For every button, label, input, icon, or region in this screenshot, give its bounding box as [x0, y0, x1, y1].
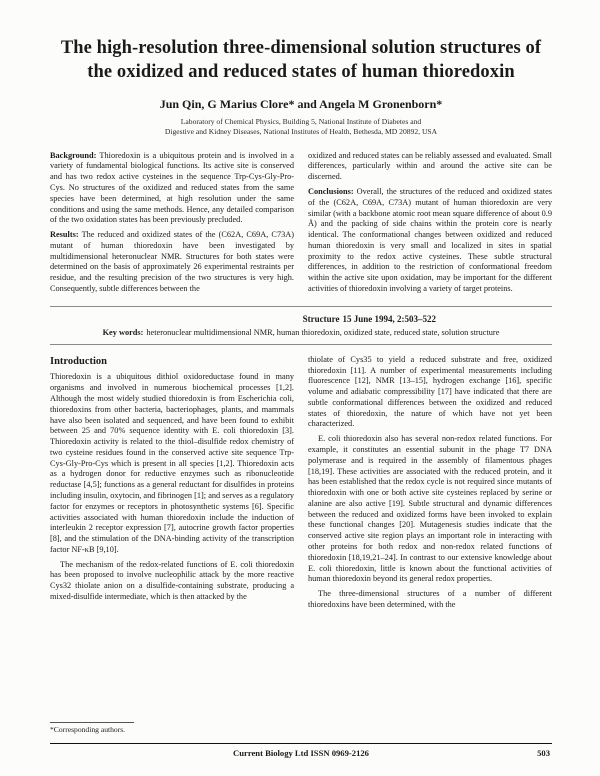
abstract	[50, 151, 552, 299]
footnote-divider	[50, 722, 134, 723]
results-label: Results:	[50, 230, 79, 240]
results-text: The reduced and oxidized states of the (C62A, C69A, C73A) mutant of human thioredoxin have been investigated by multidimensional heteronuclear NMR. Structures for both states were determined on the basis of approximately 26 experimental restraints per residue, and the resulting precision of the two structures is very high. Consequently, subtle differences between the	[50, 230, 294, 293]
keywords-label: Key words:	[102, 327, 144, 337]
keywords-line	[50, 328, 552, 337]
affiliation-line-1: Laboratory of Chemical Physics, Building 5, National Institute of Diabetes and	[180, 117, 422, 127]
background-label: Background:	[50, 150, 97, 160]
paper-title: The high-resolution three-dimensional solution structures of the oxidized and reduced states of human thioredoxin	[60, 38, 542, 83]
abstract-results-continued	[308, 151, 552, 183]
abstract-conclusions-paragraph	[308, 187, 552, 295]
footnote-text: *Corresponding authors.	[50, 725, 126, 734]
affiliation-block	[50, 117, 552, 138]
background-text: Thioredoxin is a ubiquitous protein and is involved in a variety of fundamental biological functions. Its active site is conserved and has two redox active cysteines in the sequence Trp-Cys-Gly-Pro-Cys. No structures of the oxidized and reduced states from the same species have been determined, at high resolution under the same conditions and using the same methods. Hence, any detailed comparison of the two oxidation states has been previously precluded.	[50, 150, 294, 225]
intro-paragraph: E. coli thioredoxin also has several non-redox related functions. For example, it constitutes an essential subunit in the phage T7 DNA polymerase and is required in the assembly of filamentous phages [18,19]. These activities are associated with the reduced protein, and it has been established that the redox cycle is not required since mutants of thioredoxin with one or both active site cysteines replaced by serine or alanine are also active [19]. Subtle structural and dynamic differences between the reduced and oxidized forms have been invoked to explain these functional changes [20]. Mutagenesis studies indicate that the conserved active site region plays an important role in interacting with other proteins for both redox and non-redox related functions of thioredoxin [18,19,21–24]. In contrast to our extensive knowledge about E. coli thioredoxin, little is known about the functional activities of human thioredoxin beyond its general redox properties.	[308, 434, 552, 584]
introduction-section	[50, 355, 552, 615]
citation-details: 15 June 1994, 2:503–522	[342, 313, 436, 324]
intro-right-column	[308, 355, 552, 615]
intro-paragraph: Thioredoxin is a ubiquitous dithiol oxidoreductase found in many organisms and involved in numerous biochemical processes [1,2]. Although the most widely studied thioredoxin is from Escherichia coli, thioredoxins from other bacteria, bacteriophages, plants, and mammals have also been isolated and sequenced, and have been found to exhibit between 25 and 70% sequence identity with E. coli thioredoxin [3]. Thioredoxin activity is related to the thiol–disulfide redox chemistry of two cysteine residues found in the conserved active site sequence Trp-Cys-Gly-Pro-Cys which is present in all species [1,2]. Thioredoxin acts as a hydrogen donor for reductive enzymes such as ribonucleotide reductase [4,5]; functions as a general reductant for disulfides in proteins including insulin, oxytocin, and fibrinogen [1]; and serves as a regulatory factor for enzymes or receptors in photosynthetic systems [6]. Specific activities associated with human thioredoxin include the induction of interleukin 2 receptor expression [7], autocrine growth factor properties [8], and the stimulation of the DNA-binding activity of the transcription factor NF-κB [9,10].	[50, 372, 294, 554]
results-continued-text: oxidized and reduced states can be reliably assessed and evaluated. Small differences, particularly within and around the active site can be discerned.	[308, 150, 552, 182]
intro-left-column	[50, 355, 294, 615]
abstract-background-paragraph	[50, 151, 294, 226]
conclusions-label: Conclusions:	[308, 186, 354, 196]
intro-paragraph: The mechanism of the redox-related functions of E. coli thioredoxin has been proposed to involve nucleophilic attack by the more reactive Cys32 thiolate anion on a disulfide-containing substrate, producing a mixed-disulfide intermediate, which is then attacked by the	[50, 559, 294, 602]
abstract-results-paragraph	[50, 230, 294, 295]
corresponding-authors-footnote	[50, 722, 134, 734]
citation-line	[50, 314, 552, 324]
divider-above-citation	[50, 306, 552, 307]
page-number: 503	[537, 748, 550, 758]
intro-paragraph: The three-dimensional structures of a number of different thioredoxins have been determined, with the	[308, 589, 552, 609]
abstract-right-column	[308, 151, 552, 299]
affiliation-line-2: Digestive and Kidney Diseases, National Institutes of Health, Bethesda, MD 20892, USA	[164, 127, 438, 137]
divider-below-keywords	[50, 344, 552, 345]
page-footer	[50, 743, 552, 758]
intro-paragraph: thiolate of Cys35 to yield a reduced substrate and free, oxidized thioredoxin [11]. A number of experimental measurements including fluorescence [12], NMR [13–15], hydrogen exchange [16], specific volume and adiabatic compressibility [17] have indicated that there are subtle conformational differences between the oxidized and reduced states of thioredoxin, the nature of which have not yet been characterized.	[308, 354, 552, 429]
journal-name: Structure	[302, 313, 340, 324]
introduction-heading: Introduction	[50, 355, 107, 367]
publisher-imprint: Current Biology Ltd ISSN 0969-2126	[233, 748, 369, 758]
keywords-text: heteronuclear multidimensional NMR, human thioredoxin, oxidized state, reduced state, solution structure	[146, 327, 500, 337]
author-line: Jun Qin, G Marius Clore* and Angela M Gronenborn*	[159, 97, 443, 112]
abstract-left-column	[50, 151, 294, 299]
conclusions-text: Overall, the structures of the reduced and oxidized states of the (C62A, C69A, C73A) mutant of human thioredoxin are very similar (with a backbone atomic root mean square difference of about 0.9 Å) and the packing of side chains within the protein core is nearly identical. The conformational changes between oxidized and reduced human thioredoxin is very small and localized in sites in spatial proximity to the redox active cysteines. These subtle structural differences, in addition to the restriction of conformational freedom within the active site upon oxidation, may be important for the different activities of thioredoxin involving a variety of target proteins.	[308, 186, 552, 293]
